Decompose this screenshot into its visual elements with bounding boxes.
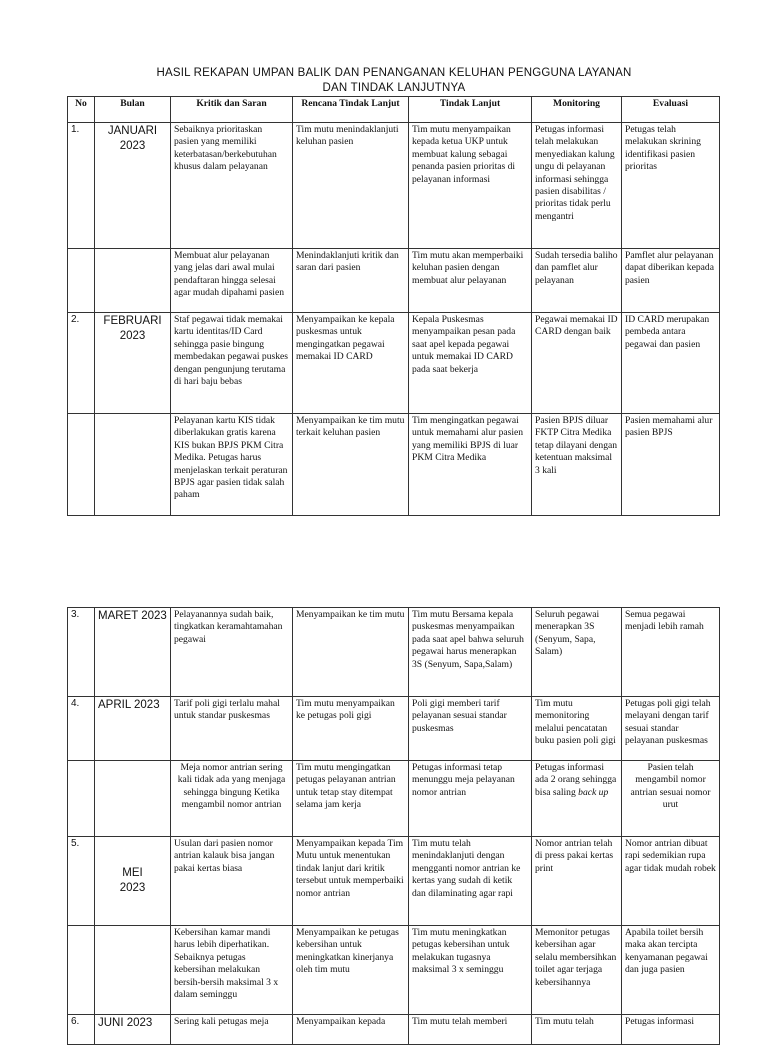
cell-tindak: Tim mutu telah menindaklanjuti dengan mengganti nomor antrian ke kertas yang sudah di ketik dan dilaminating agar rapi <box>409 837 532 926</box>
cell-evaluasi: Nomor antrian dibuat rapi sedemikian rupa agar tidak mudah robek <box>622 837 720 926</box>
cell-tindak: Tim mengingatkan pegawai untuk memahami alur pasien yang memiliki BPJS di luar PKM Citra Medika <box>409 414 532 516</box>
cell-kritik: Staf pegawai tidak memakai kartu identitas/ID Card sehingga pasie bingung membedakan pegawai puskes dengan pengunjung terutama di hari baju bebas <box>171 313 293 414</box>
table-row <box>68 313 720 414</box>
cell-kritik: Meja nomor antrian sering kali tidak ada yang menjaga sehingga bingung Ketika mengambil nomor antrian <box>171 761 293 837</box>
cell-tindak: Tim mutu Bersama kepala puskesmas menyampaikan pada saat apel bahwa seluruh pegawai harus menerapkan 3S (Senyum, Sapa,Salam) <box>409 608 532 697</box>
cell-bulan <box>95 414 171 516</box>
cell-monitoring: Memonitor petugas kebersihan agar selalu membersihkan toilet agar terjaga kebersihannya <box>532 926 622 1015</box>
cell-bulan: MARET 2023 <box>95 608 171 697</box>
table-row <box>68 123 720 249</box>
cell-no: 3. <box>68 608 95 697</box>
cell-kritik: Sering kali petugas meja <box>171 1015 293 1045</box>
cell-rencana: Menyampaikan ke tim mutu <box>293 608 409 697</box>
cell-no: 4. <box>68 697 95 761</box>
cell-tindak: Poli gigi memberi tarif pelayanan sesuai standar puskesmas <box>409 697 532 761</box>
cell-evaluasi: Apabila toilet bersih maka akan tercipta kenyamanan pegawai dan juga pasien <box>622 926 720 1015</box>
cell-rencana: Menyampaikan ke petugas kebersihan untuk meningkatkan kinerjanya oleh tim mutu <box>293 926 409 1015</box>
cell-bulan: APRIL 2023 <box>95 697 171 761</box>
cell-evaluasi: Pamflet alur pelayanan dapat diberikan kepada pasien <box>622 249 720 313</box>
cell-tindak: Tim mutu menyampaikan kepada ketua UKP untuk membuat kalung sebagai penanda pasien prioritas di pelayanan informasi <box>409 123 532 249</box>
cell-no <box>68 761 95 837</box>
cell-rencana: Tim mutu mengingatkan petugas pelayanan antrian untuk tetap stay ditempat selama jam kerja <box>293 761 409 837</box>
table-row <box>68 1015 720 1045</box>
header-tindak: Tindak Lanjut <box>409 97 532 123</box>
header-no: No <box>68 97 95 123</box>
cell-evaluasi: Petugas telah melakukan skrining identifikasi pasien prioritas <box>622 123 720 249</box>
table-row <box>68 608 720 697</box>
table-row <box>68 697 720 761</box>
title-line-1: HASIL REKAPAN UMPAN BALIK DAN PENANGANAN KELUHAN PENGGUNA LAYANAN <box>156 67 632 79</box>
cell-no: 2. <box>68 313 95 414</box>
table-header-row <box>68 97 720 123</box>
cell-kritik: Tarif poli gigi terlalu mahal untuk standar puskesmas <box>171 697 293 761</box>
cell-monitoring: Sudah tersedia baliho dan pamflet alur pelayanan <box>532 249 622 313</box>
monitoring-italic-text: back up <box>578 786 609 798</box>
table-row <box>68 926 720 1015</box>
cell-no <box>68 249 95 313</box>
cell-no: 5. <box>68 837 95 926</box>
feedback-table-part-1 <box>67 96 720 516</box>
cell-kritik: Pelayanannya sudah baik, tingkatkan keramahtamahan pegawai <box>171 608 293 697</box>
cell-bulan: MEI 2023 <box>95 837 171 926</box>
cell-tindak: Tim mutu meningkatkan petugas kebersihan untuk melakukan tugasnya maksimal 3 x seminggu <box>409 926 532 1015</box>
table-row <box>68 249 720 313</box>
cell-monitoring: Pasien BPJS diluar FKTP Citra Medika tetap dilayani dengan ketentuan maksimal 3 kali <box>532 414 622 516</box>
header-bulan: Bulan <box>95 97 171 123</box>
header-kritik: Kritik dan Saran <box>171 97 293 123</box>
header-rencana: Rencana Tindak Lanjut <box>293 97 409 123</box>
cell-bulan: JUNI 2023 <box>95 1015 171 1045</box>
cell-monitoring: Seluruh pegawai menerapkan 3S (Senyum, Sapa, Salam) <box>532 608 622 697</box>
cell-evaluasi: Petugas informasi <box>622 1015 720 1045</box>
cell-monitoring: Tim mutu memonitoring melalui pencatatan buku pasien poli gigi <box>532 697 622 761</box>
cell-bulan <box>95 926 171 1015</box>
cell-rencana: Menindaklanjuti kritik dan saran dari pasien <box>293 249 409 313</box>
cell-rencana: Menyampaikan kepada Tim Mutu untuk menentukan tindak lanjut dari kritik tersebut untuk memperbaiki nomor antrian <box>293 837 409 926</box>
cell-kritik: Pelayanan kartu KIS tidak diberlakukan gratis karena KIS bukan BPJS PKM Citra Medika. Petugas harus menjelaskan terkait peraturan BPJS agar pasien tidak salah paham <box>171 414 293 516</box>
cell-tindak: Tim mutu akan memperbaiki keluhan pasien dengan membuat alur pelayanan <box>409 249 532 313</box>
cell-rencana: Menyampaikan ke kepala puskesmas untuk mengingatkan pegawai memakai ID CARD <box>293 313 409 414</box>
page-title <box>70 66 718 96</box>
cell-no <box>68 926 95 1015</box>
cell-bulan <box>95 761 171 837</box>
table-row <box>68 837 720 926</box>
title-line-2: DAN TINDAK LANJUTNYA <box>322 82 466 94</box>
cell-rencana: Tim mutu menindaklanjuti keluhan pasien <box>293 123 409 249</box>
header-monitoring: Monitoring <box>532 97 622 123</box>
cell-tindak: Kepala Puskesmas menyampaikan pesan pada saat apel kepada pegawai untuk memakai ID CARD pada saat bekerja <box>409 313 532 414</box>
table-row <box>68 761 720 837</box>
cell-tindak: Petugas informasi tetap menunggu meja pelayanan nomor antrian <box>409 761 532 837</box>
cell-bulan: JANUARI 2023 <box>95 123 171 249</box>
cell-monitoring: Tim mutu telah <box>532 1015 622 1045</box>
cell-evaluasi: Pasien telah mengambil nomor antrian sesuai nomor urut <box>622 761 720 837</box>
cell-monitoring: Nomor antrian telah di press pakai kertas print <box>532 837 622 926</box>
cell-evaluasi: Pasien memahami alur pasien BPJS <box>622 414 720 516</box>
table-row <box>68 414 720 516</box>
cell-no: 6. <box>68 1015 95 1045</box>
cell-evaluasi: ID CARD merupakan pembeda antara pegawai dan pasien <box>622 313 720 414</box>
cell-rencana: Menyampaikan kepada <box>293 1015 409 1045</box>
cell-rencana: Menyampaikan ke tim mutu terkait keluhan pasien <box>293 414 409 516</box>
cell-bulan: FEBRUARI 2023 <box>95 313 171 414</box>
header-evaluasi: Evaluasi <box>622 97 720 123</box>
cell-tindak: Tim mutu telah memberi <box>409 1015 532 1045</box>
monitoring-text: Petugas informasi ada 2 orang sehingga bisa saling <box>535 762 617 798</box>
cell-rencana: Tim mutu menyampaikan ke petugas poli gigi <box>293 697 409 761</box>
feedback-table-part-2 <box>67 607 720 1045</box>
cell-kritik: Sebaiknya prioritaskan pasien yang memiliki keterbatasan/berkebutuhan khusus dalam pelayanan <box>171 123 293 249</box>
cell-no <box>68 414 95 516</box>
cell-evaluasi: Petugas poli gigi telah melayani dengan tarif sesuai standar pelayanan puskesmas <box>622 697 720 761</box>
cell-evaluasi: Semua pegawai menjadi lebih ramah <box>622 608 720 697</box>
cell-monitoring <box>532 761 622 837</box>
cell-kritik: Membuat alur pelayanan yang jelas dari awal mulai pendaftaran hingga selesai agar mudah dipahami pasien <box>171 249 293 313</box>
cell-kritik: Usulan dari pasien nomor antrian kalauk bisa jangan pakai kertas biasa <box>171 837 293 926</box>
cell-monitoring: Pegawai memakai ID CARD dengan baik <box>532 313 622 414</box>
cell-bulan <box>95 249 171 313</box>
cell-no: 1. <box>68 123 95 249</box>
cell-monitoring: Petugas informasi telah melakukan menyediakan kalung ungu di pelayanan informasi sehingga pasien disabilitas / prioritas tidak perlu mengantri <box>532 123 622 249</box>
cell-kritik: Kebersihan kamar mandi harus lebih diperhatikan. Sebaiknya petugas kebersihan melakukan bersih-bersih maksimal 3 x dalam seminggu <box>171 926 293 1015</box>
